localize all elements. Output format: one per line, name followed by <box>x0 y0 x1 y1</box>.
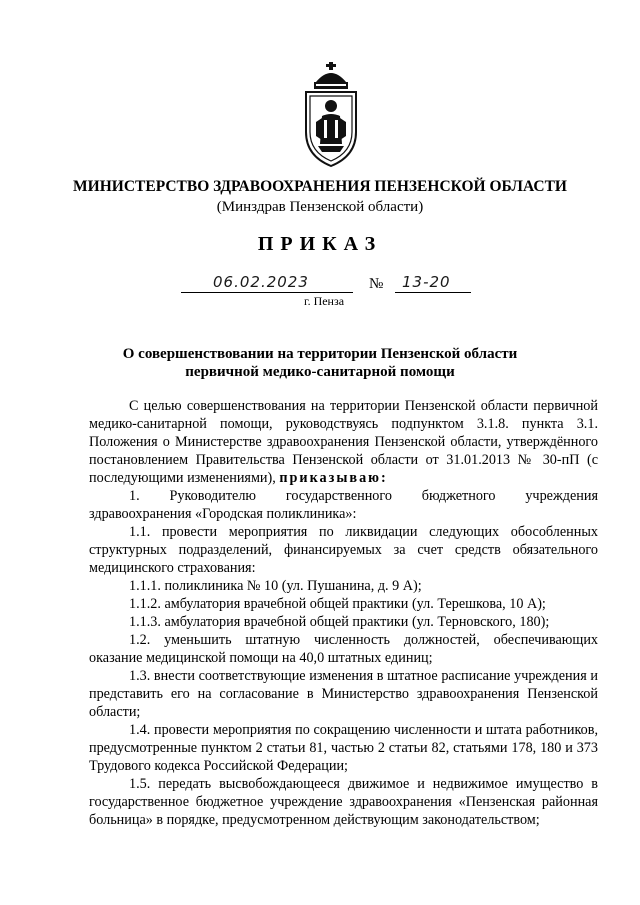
order-keyword: приказываю: <box>279 470 388 486</box>
item-1-3: 1.3. внести соответствующие изменения в штатное расписание учреждения и представить его на согласование в Министерство здравоохранения Пензенской области; <box>89 668 598 720</box>
order-body <box>89 397 598 829</box>
item-1-1-3: 1.1.3. амбулатория врачебной общей практики (ул. Терновского, 180); <box>129 614 550 630</box>
order-number: 13-20 <box>402 273 451 291</box>
document-type: ПРИКАЗ <box>257 233 383 255</box>
order-title-line-2: первичной медико-санитарной помощи <box>185 364 455 380</box>
intro-text: С целью совершенствования на территории Пензенской области первичной медико-санитарной помощи, руководствуясь подпунктом 3.1.8. пункта 3.1. Положения о Министерстве здравоохранения Пензенской области, утверждённого постановлением Правительства Пензенской области от 31.01.2013 № 30-пП (с последующими изменениями), <box>89 398 598 486</box>
item-1-1: 1.1. провести мероприятия по ликвидации следующих обособленных структурных подразделений, финансируемых за счет средств обязательного медицинского страхования: <box>89 524 598 576</box>
item-1-1-1: 1.1.1. поликлиника № 10 (ул. Пушанина, д. 9 А); <box>129 578 422 594</box>
ministry-short-name: (Минздрав Пензенской области) <box>216 199 424 215</box>
item-1-2: 1.2. уменьшить штатную численность должностей, обеспечивающих оказание медицинской помощи на 40,0 штатных единиц; <box>89 632 598 666</box>
order-date: 06.02.2023 <box>213 273 309 291</box>
order-title-line-1: О совершенствовании на территории Пензенской области <box>122 346 518 362</box>
intro-paragraph <box>89 397 598 487</box>
item-1-5: 1.5. передать высвобождающееся движимое и недвижимое имущество в государственное бюджетное учреждение здравоохранения «Пензенская районная больница» в порядке, предусмотренном действующим законодательством; <box>89 776 598 828</box>
number-sign: № <box>369 276 384 292</box>
item-1-1-2: 1.1.2. амбулатория врачебной общей практики (ул. Терешкова, 10 А); <box>129 596 546 612</box>
coat-of-arms-icon <box>296 60 366 170</box>
date-underline <box>181 292 353 293</box>
ministry-name: МИНИСТЕРСТВО ЗДРАВООХРАНЕНИЯ ПЕНЗЕНСКОЙ ОБЛАСТИ <box>73 178 567 195</box>
order-title <box>0 345 640 381</box>
city: г. Пенза <box>304 294 345 308</box>
number-underline <box>395 292 471 293</box>
item-1: 1. Руководителю государственного бюджетного учреждения здравоохранения «Городская поликлиника»: <box>89 488 598 522</box>
item-1-4: 1.4. провести мероприятия по сокращению численности и штата работников, предусмотренные пунктом 2 статьи 81, частью 2 статьи 82, статьями 178, 180 и 373 Трудового кодекса Российской Федерации; <box>89 722 598 774</box>
